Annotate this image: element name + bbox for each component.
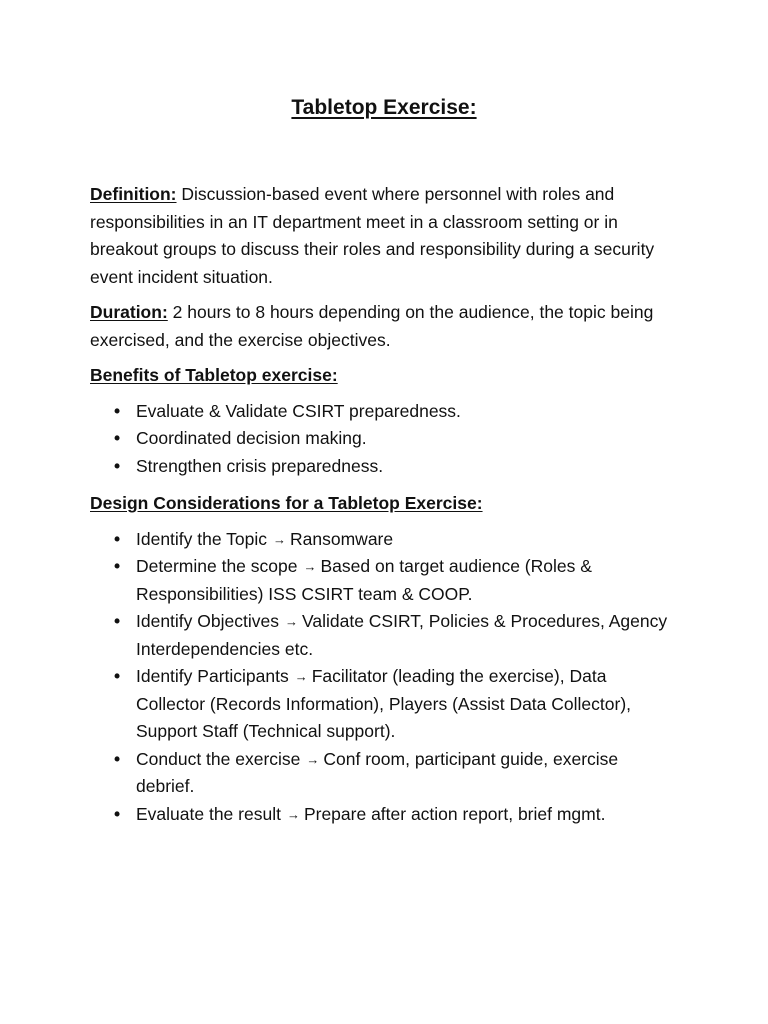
bullet-icon: • <box>114 748 121 769</box>
design-term: Evaluate the result <box>136 803 281 824</box>
list-item <box>90 398 670 426</box>
design-detail: Based on target audience (Roles & Responsibilities) ISS CSIRT team & COOP. <box>136 556 592 604</box>
arrow-right-icon: → <box>273 531 287 547</box>
bullet-icon: • <box>114 803 121 824</box>
bullet-icon: • <box>114 428 121 448</box>
benefits-list <box>90 398 670 481</box>
design-heading: Design Considerations for a Tabletop Exercise: <box>90 493 483 513</box>
arrow-right-icon: → <box>284 614 298 629</box>
duration-paragraph <box>90 299 670 354</box>
design-term: Identify Participants <box>136 666 289 686</box>
bullet-icon: • <box>114 528 121 549</box>
design-term: Identify Objectives <box>136 611 279 631</box>
design-detail: Conf room, participant guide, exercise debrief. <box>136 748 619 796</box>
list-item <box>90 526 670 554</box>
benefit-text: Evaluate & Validate CSIRT preparedness. <box>136 400 461 421</box>
arrow-right-icon: → <box>306 751 320 767</box>
list-item <box>90 663 670 746</box>
list-item <box>90 425 670 453</box>
bullet-icon: • <box>114 611 121 631</box>
document-body <box>90 181 670 838</box>
list-item <box>90 746 670 801</box>
design-term: Determine the scope <box>136 556 298 576</box>
benefit-text: Strengthen crisis preparedness. <box>136 455 384 476</box>
bullet-icon: • <box>114 400 121 421</box>
design-term: Conduct the exercise <box>136 748 301 769</box>
design-detail: Ransomware <box>290 528 394 549</box>
list-item <box>90 608 670 663</box>
page-title: Tabletop Exercise: <box>291 96 477 119</box>
design-term: Identify the Topic <box>136 528 268 549</box>
arrow-right-icon: → <box>286 806 300 822</box>
design-detail: Prepare after action report, brief mgmt. <box>303 803 606 824</box>
bullet-icon: • <box>114 556 121 576</box>
definition-text: Discussion-based event where personnel with roles and responsibilities in an IT department meet in a classroom setting or in breakout groups to discuss their roles and responsibility during a security event incident situation. <box>90 184 655 287</box>
list-item <box>90 453 670 481</box>
bullet-icon: • <box>114 666 121 686</box>
design-detail: Facilitator (leading the exercise), Data Collector (Records Information), Players (Assist Data Collector), Support Staff (Technical support). <box>136 666 632 741</box>
definition-paragraph <box>90 181 670 291</box>
design-list <box>90 526 670 829</box>
design-detail: Validate CSIRT, Policies & Procedures, Agency Interdependencies etc. <box>136 611 668 659</box>
benefit-text: Coordinated decision making. <box>136 428 367 448</box>
bullet-icon: • <box>114 455 121 476</box>
benefits-heading: Benefits of Tabletop exercise: <box>90 365 338 385</box>
arrow-right-icon: → <box>303 559 317 574</box>
definition-label: Definition: <box>90 184 177 204</box>
list-item <box>90 801 670 829</box>
list-item <box>90 553 670 608</box>
duration-text: 2 hours to 8 hours depending on the audience, the topic being exercised, and the exercise objectives. <box>90 302 654 350</box>
arrow-right-icon: → <box>294 669 308 684</box>
duration-label: Duration: <box>90 302 168 322</box>
